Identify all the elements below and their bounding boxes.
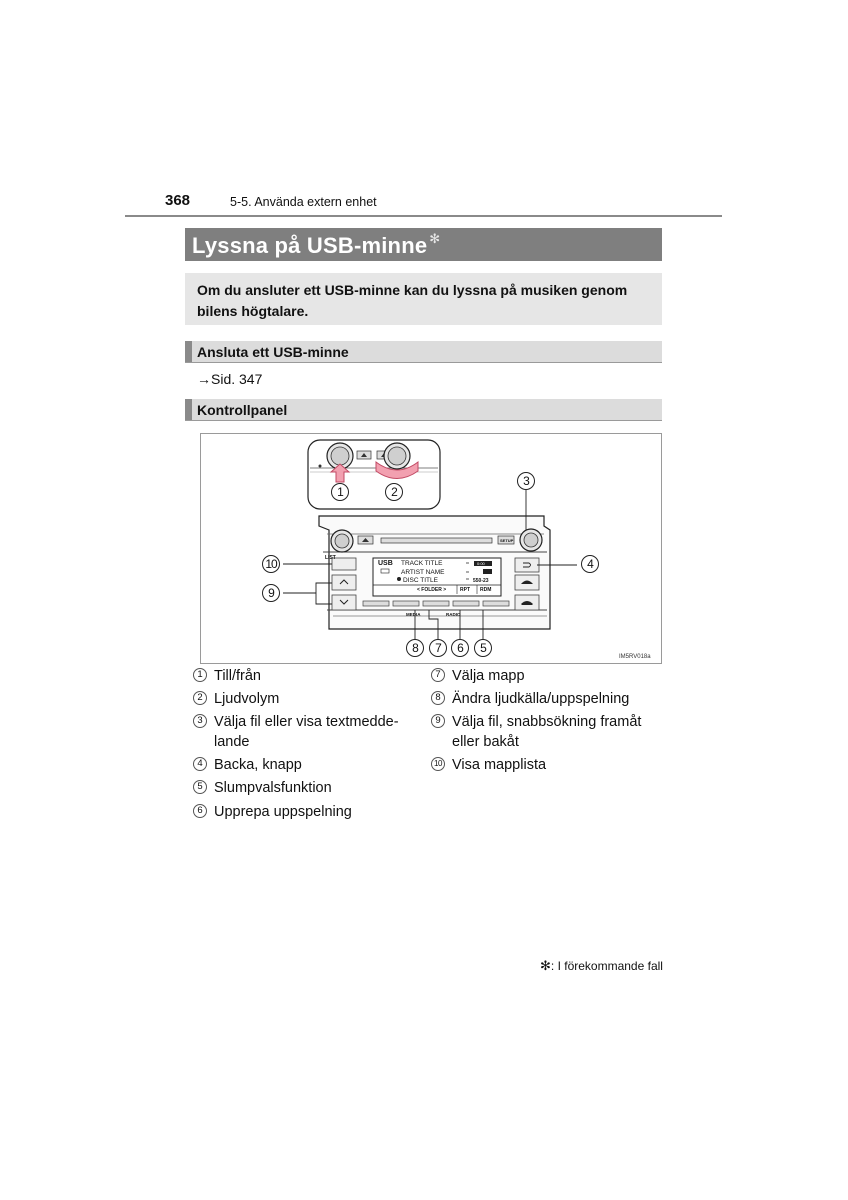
title-asterisk: ✻	[429, 231, 441, 246]
callout-10: 10	[262, 555, 280, 573]
legend-number: 1	[193, 668, 207, 682]
setup-button-label: SETUP	[500, 538, 514, 543]
header-divider	[125, 215, 722, 217]
section-path: 5-5. Använda extern enhet	[230, 195, 377, 209]
footnote	[540, 958, 663, 974]
legend-text: Slumpvalsfunktion	[214, 780, 332, 796]
legend-text: Backa, knapp	[214, 757, 302, 773]
screen-disc-title: DISC TITLE	[403, 577, 438, 584]
legend-text: Till/från	[214, 668, 261, 684]
knob-detail-inset	[308, 440, 440, 509]
callout-5: 5	[474, 639, 492, 657]
radio-button-label: RADIO	[446, 612, 461, 617]
screen-artist-name: ARTIST NAME	[401, 569, 445, 576]
legend-number: 2	[193, 691, 207, 705]
legend-right-column	[431, 666, 666, 786]
legend-number: 3	[193, 714, 207, 728]
legend-number: 6	[193, 804, 207, 818]
page-number: 368	[165, 192, 191, 209]
legend-text: Upprepa uppspelning	[214, 804, 352, 820]
page-title	[192, 231, 440, 259]
page-title-text: Lyssna på USB-minne	[192, 233, 428, 258]
footnote-asterisk: ✻	[540, 958, 551, 973]
screen-time: 0:00	[477, 561, 485, 566]
softkey-rdm: RDM	[480, 587, 492, 593]
intro-text: Om du ansluter ett USB-minne kan du lyssna på musiken genom bilens högtalare.	[197, 282, 628, 319]
subhead-marker	[185, 399, 192, 420]
callout-4: 4	[581, 555, 599, 573]
legend-number: 9	[431, 714, 445, 728]
callout-9: 9	[262, 584, 280, 602]
callout-7: 7	[429, 639, 447, 657]
legend-number: 4	[193, 757, 207, 771]
list-button-label: LIST	[325, 555, 336, 561]
screen-track-count: 550-23	[473, 578, 489, 584]
legend-number: 5	[193, 780, 207, 794]
legend-text: Välja fil eller visa textmedde-	[214, 714, 399, 730]
softkey-folder: < FOLDER >	[417, 587, 447, 593]
legend-text: Välja fil, snabbsökning framåt	[452, 714, 642, 730]
subhead-control-panel	[185, 399, 662, 421]
page-reference: →Sid. 347	[197, 371, 263, 387]
legend-text-continued: lande	[214, 734, 250, 750]
callout-8: 8	[406, 639, 424, 657]
legend-text: Ljudvolym	[214, 691, 280, 707]
legend-text-continued: eller bakåt	[452, 734, 519, 750]
subhead-connect-label: Ansluta ett USB-minne	[197, 344, 349, 360]
callout-3: 3	[517, 472, 535, 490]
screen-track-title: TRACK TITLE	[401, 560, 443, 567]
subhead-marker	[185, 341, 192, 362]
legend-left-column	[193, 666, 423, 836]
legend-number: 7	[431, 668, 445, 682]
screen-source: USB	[378, 560, 393, 567]
legend-text: Visa mapplista	[452, 757, 547, 773]
control-panel-figure	[200, 433, 662, 664]
subhead-connect	[185, 341, 662, 363]
callout-1: 1	[331, 483, 349, 501]
subhead-control-panel-label: Kontrollpanel	[197, 402, 288, 418]
legend-text: Välja mapp	[452, 668, 525, 684]
softkey-rpt: RPT	[460, 587, 470, 593]
legend-number: 10	[431, 757, 445, 771]
footnote-text: : I förekommande fall	[550, 959, 663, 973]
legend-number: 8	[431, 691, 445, 705]
callout-6: 6	[451, 639, 469, 657]
control-panel-illustration	[201, 434, 661, 663]
legend-text: Ändra ljudkälla/uppspelning	[452, 691, 630, 707]
callout-2: 2	[385, 483, 403, 501]
figure-id: IM5RV018a	[619, 654, 651, 660]
media-button-label: MEDIA	[406, 612, 421, 617]
